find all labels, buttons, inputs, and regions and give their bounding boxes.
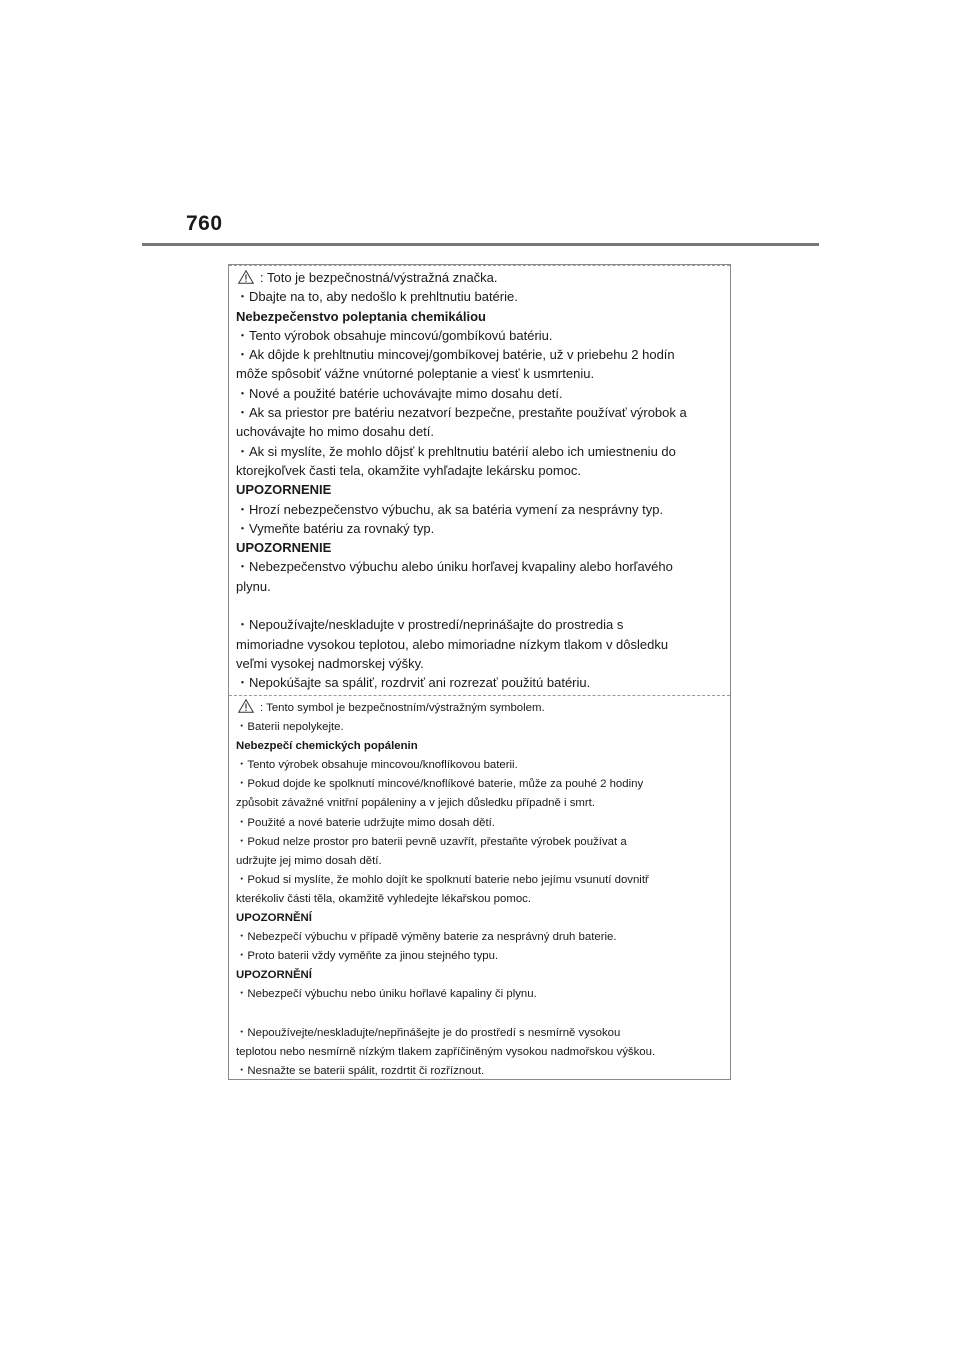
warning-symbol-line	[236, 268, 724, 287]
text-line: ・Hrozí nebezpečenstvo výbuchu, ak sa batéria vymení za nesprávny typ.	[236, 501, 664, 517]
text-line: udržujte jej mimo dosah dětí.	[236, 854, 382, 867]
czech-section	[236, 699, 724, 1081]
text-line: způsobit závažné vnitřní popáleniny a v jejich důsledku případně i smrt.	[236, 797, 596, 810]
text-line: ・Nebezpečí výbuchu nebo úniku hořlavé kapaliny či plynu.	[236, 988, 537, 1001]
text-line: ・Nepoužívejte/neskladujte/nepřinášejte je do prostředí s nesmírně vysokou	[236, 1026, 621, 1039]
text-line: ・Nebezpečí výbuchu v případě výměny baterie za nesprávný druh baterie.	[236, 931, 617, 944]
text-line: môže spôsobiť vážne vnútorné poleptanie a viesť k usmrteniu.	[236, 366, 595, 382]
text-line: ・Pokud dojde ke spolknutí mincové/knoflíkové baterie, může za pouhé 2 hodiny	[236, 778, 644, 791]
caution-heading: UPOZORNĚNÍ	[236, 912, 312, 925]
text-line: ・Ak sa priestor pre batériu nezatvorí bezpečne, prestaňte používať výrobok a	[236, 405, 687, 421]
section-heading: Nebezpečenstvo poleptania chemikáliou	[236, 308, 486, 324]
text-line: ・Vymeňte batériu za rovnaký typ.	[236, 520, 435, 536]
text-line: ・Proto baterii vždy vyměňte za jinou stejného typu.	[236, 950, 499, 963]
caution-heading: UPOZORNĚNÍ	[236, 969, 312, 982]
text-line: ・Nepokúšajte sa spáliť, rozdrviť ani rozrezať použitú batériu.	[236, 675, 591, 691]
text-line: veľmi vysokej nadmorskej výšky.	[236, 655, 424, 671]
blank-line	[236, 1005, 724, 1024]
warning-triangle-icon	[238, 699, 254, 713]
box-top-dashed-line	[229, 265, 730, 266]
text-line: kterékoliv části těla, okamžitě vyhledejte lékařskou pomoc.	[236, 892, 532, 905]
text-line: ・Pokud si myslíte, že mohlo dojít ke spolknutí baterie nebo jejímu vsunutí dovnitř	[236, 873, 649, 886]
blank-line	[236, 596, 724, 615]
slovak-section	[236, 268, 724, 693]
warning-symbol-text: : Toto je bezpečnostná/výstražná značka.	[260, 270, 498, 285]
text-line: ・Tento výrobek obsahuje mincovou/knoflíkovou baterii.	[236, 759, 518, 772]
page-number: 760	[186, 212, 223, 235]
text-line: ・Pokud nelze prostor pro baterii pevně uzavřít, přestaňte výrobek používat a	[236, 835, 627, 848]
text-line: ・Ak dôjde k prehltnutiu mincovej/gombíkovej batérie, už v priebehu 2 hodín	[236, 347, 675, 363]
text-line: ・Ak si myslíte, že mohlo dôjsť k prehltnutiu batérií alebo ich umiestneniu do	[236, 443, 676, 459]
text-line: uchovávajte ho mimo dosahu detí.	[236, 424, 435, 440]
text-line: plynu.	[236, 578, 271, 594]
header-rule	[142, 243, 819, 246]
text-line: ・Dbajte na to, aby nedošlo k prehltnutiu batérie.	[236, 289, 518, 305]
text-line: ・Použité a nové baterie udržujte mimo dosah dětí.	[236, 816, 495, 829]
caution-heading: UPOZORNENIE	[236, 482, 332, 498]
text-line: ・Tento výrobok obsahuje mincovú/gombíkovú batériu.	[236, 327, 553, 343]
text-line: ・Nebezpečenstvo výbuchu alebo úniku horľavej kvapaliny alebo horľavého	[236, 559, 673, 575]
warning-symbol-line	[236, 699, 724, 718]
text-line: teplotou nebo nesmírně nízkým tlakem zapříčiněným vysokou nadmořskou výškou.	[236, 1045, 656, 1058]
warning-symbol-text: : Tento symbol je bezpečnostním/výstražným symbolem.	[260, 702, 545, 714]
text-line: ・Nesnažte se baterii spálit, rozdrtit či rozříznout.	[236, 1064, 485, 1077]
caution-heading: UPOZORNENIE	[236, 540, 332, 556]
text-line: ktorejkoľvek časti tela, okamžite vyhľadajte lekársku pomoc.	[236, 462, 582, 478]
section-heading: Nebezpečí chemických popálenin	[236, 740, 418, 753]
text-line: ・Baterii nepolykejte.	[236, 721, 344, 734]
text-line: ・Nepoužívajte/neskladujte v prostredí/neprinášajte do prostredia s	[236, 617, 624, 633]
text-line: ・Nové a použité batérie uchovávajte mimo dosahu detí.	[236, 385, 563, 401]
text-line: mimoriadne vysokou teplotou, alebo mimoriadne nízkym tlakom v dôsledku	[236, 636, 669, 652]
language-divider	[229, 695, 730, 696]
warning-triangle-icon	[238, 270, 254, 284]
